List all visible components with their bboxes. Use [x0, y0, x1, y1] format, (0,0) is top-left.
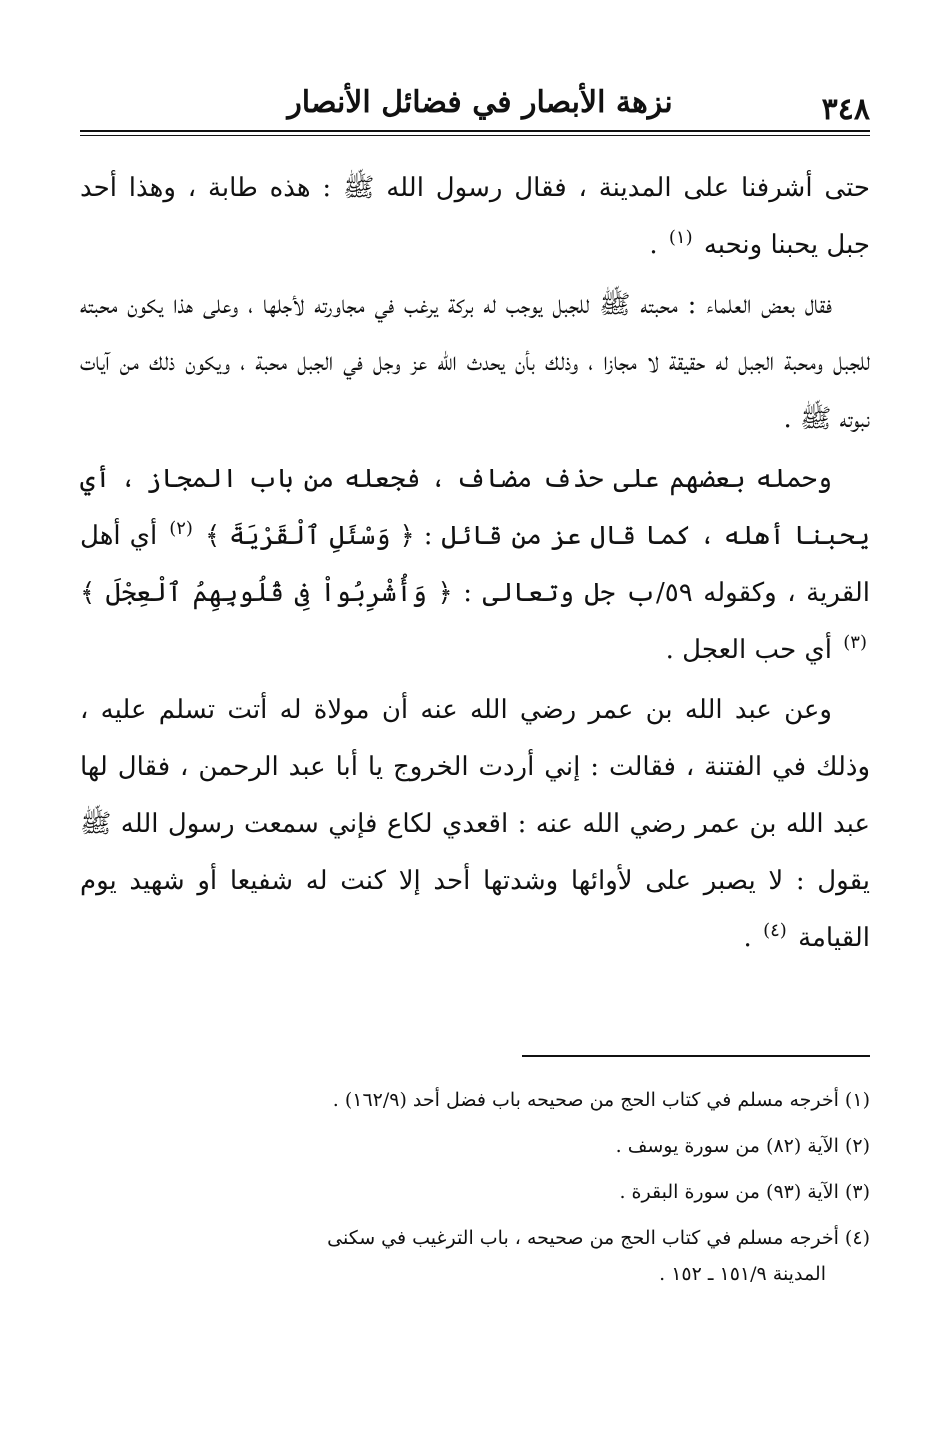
header-rule-thin — [80, 135, 870, 136]
footnotes — [80, 1082, 870, 1302]
footnote-reference: (٤) — [763, 920, 787, 941]
main-text — [80, 160, 870, 970]
page-number: ٣٤٨ — [821, 92, 870, 127]
paragraph-1 — [80, 160, 870, 274]
paragraph-text: أي أهل القرية ، وكقوله ٥٩/ب جل وتعالى : ﴿ وَأُشْرِبُواْ فِى قُلُوبِهِمُ ٱلْعِجْلَ ﴾ — [80, 521, 870, 608]
paragraph-2 — [80, 277, 870, 448]
footnote-1 — [80, 1082, 870, 1118]
footnote-text: (٣) الآية (٩٣) من سورة البقرة . — [619, 1181, 870, 1203]
paragraph-3 — [80, 451, 870, 679]
footnote-text: (١) أخرجه مسلم في كتاب الحج من صحيحه باب فضل أحد (١٦٢/٩) . — [332, 1089, 870, 1111]
paragraph-4 — [80, 682, 870, 967]
page-header — [80, 78, 870, 140]
footnote-text: (٢) الآية (٨٢) من سورة يوسف . — [615, 1135, 870, 1157]
header-rule — [80, 130, 870, 132]
footnote-4 — [80, 1220, 870, 1292]
footnote-text: (٤) أخرجه مسلم في كتاب الحج من صحيحه ، باب الترغيب في سكنى — [327, 1227, 870, 1249]
paragraph-text: أي حب العجل . — [665, 635, 832, 665]
footnote-3 — [80, 1174, 870, 1210]
footnote-text-continued: المدينة ١٥١/٩ ـ ١٥٢ . — [659, 1263, 826, 1285]
paragraph-text: فقال بعض العلماء : محبته ﷺ للجبل يوجب له بركة يرغب في مجاورته لأجلها ، وعلى هذا يكون محبته للجبل ومحبة الجبل له حقيقة لا مجازا ، وذلك بأن يحدث الله عز وجل في الجبل محبة ، ويكون ذلك من آيات نبوته ﷺ . — [80, 290, 870, 434]
paragraph-text: وعن عبد الله بن عمر رضي الله عنه أن مولاة له أتت تسلم عليه ، وذلك في الفتنة ، فقالت : إني أردت الخروج يا أبا عبد الرحمن ، فقال لها عبد الله بن عمر رضي الله عنه : اقعدي لكاع فإني سمعت رسول الله ﷺ يقول : لا يصبر على لأوائها وشدتها أحد إلا كنت له شفيعا أو شهيد يوم القيامة — [80, 695, 870, 953]
footnote-reference: (١) — [668, 227, 693, 248]
paragraph-text: . — [743, 923, 752, 953]
footnote-separator — [522, 1055, 870, 1057]
running-title: نزهة الأبصار في فضائل الأنصار — [287, 85, 673, 120]
footnote-2 — [80, 1128, 870, 1164]
paragraph-text: وحمله بعضهم على حذف مضاف ، فجعله من باب المجاز ، أي يحبنا أهله ، كما قال عز من قائل : ﴿ وَسْئَلِ ٱلْقَرْيَةَ ﴾ — [80, 464, 871, 551]
paragraph-text: . — [649, 230, 658, 260]
footnote-reference: (٢) — [169, 518, 193, 539]
paragraph-text: حتى أشرفنا على المدينة ، فقال رسول الله ﷺ : هذه طابة ، وهذا أحد جبل يحبنا ونحبه — [80, 173, 870, 260]
footnote-reference: (٣) — [843, 632, 867, 653]
